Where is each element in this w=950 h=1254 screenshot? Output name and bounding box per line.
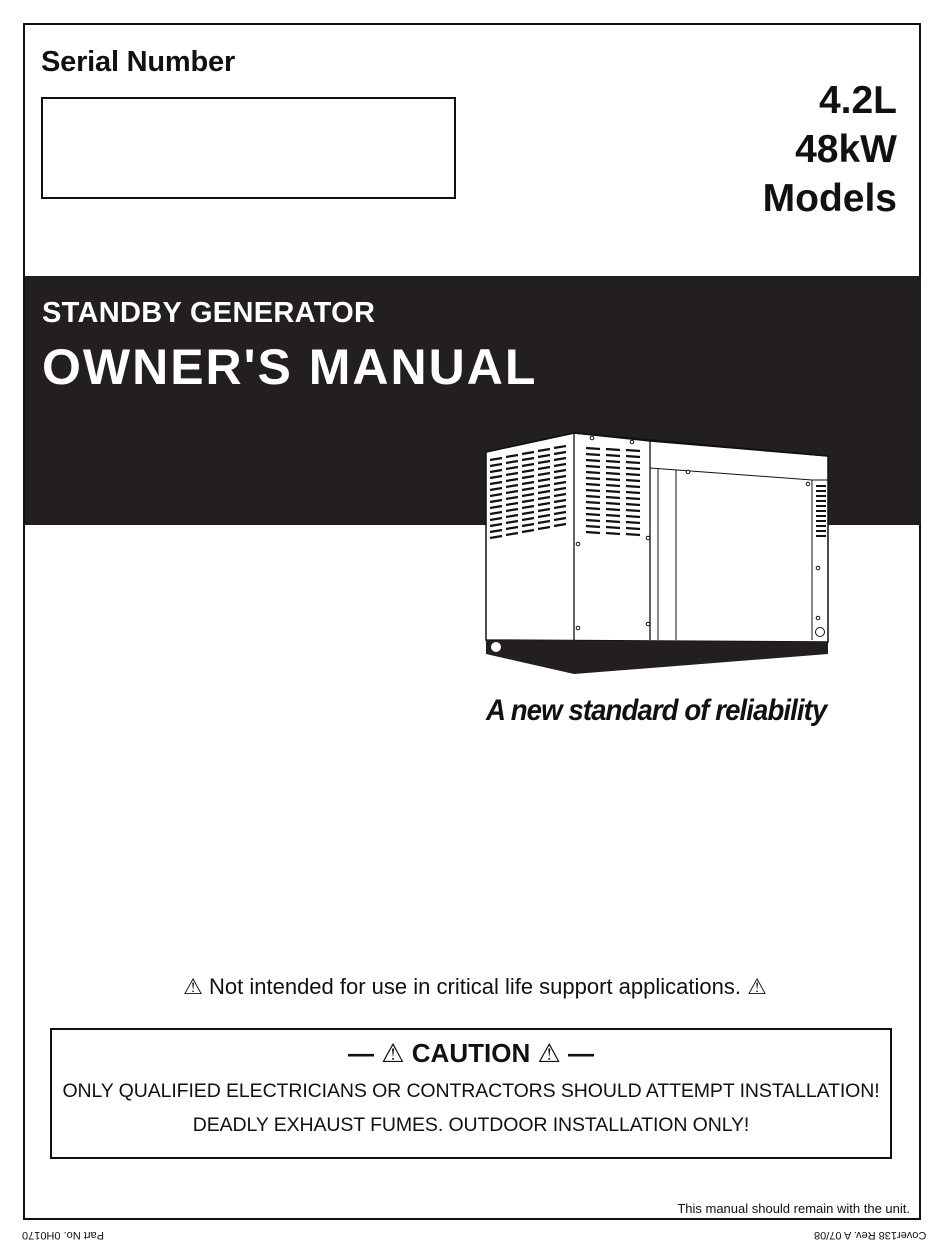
serial-number-box: [41, 97, 456, 199]
tagline: A new standard of reliability: [486, 694, 827, 727]
remain-with-unit-note: This manual should remain with the unit.: [677, 1201, 910, 1216]
dash-left: —: [348, 1038, 374, 1068]
warning-icon: ⚠: [183, 974, 203, 999]
model-engine: 4.2L: [818, 79, 897, 122]
model-power: 48kW: [795, 128, 897, 171]
warning-icon: ⚠: [747, 974, 767, 999]
banner-subtitle: STANDBY GENERATOR: [42, 297, 376, 329]
caution-title: CAUTION: [411, 1038, 531, 1068]
notice-text: Not intended for use in critical life support applications.: [209, 974, 741, 999]
banner-title: OWNER'S MANUAL: [42, 339, 538, 395]
life-support-notice: [0, 974, 950, 1000]
caution-heading: [52, 1038, 890, 1069]
dash-right: —: [568, 1038, 594, 1068]
warning-icon: ⚠: [381, 1038, 405, 1068]
warning-icon: ⚠: [537, 1038, 561, 1068]
caution-line-installation: ONLY QUALIFIED ELECTRICIANS OR CONTRACTORS SHOULD ATTEMPT INSTALLATION!: [62, 1080, 880, 1102]
serial-number-label: Serial Number: [41, 46, 236, 78]
model-label: Models: [762, 177, 897, 220]
caution-line-exhaust: DEADLY EXHAUST FUMES. OUTDOOR INSTALLATION ONLY!: [192, 1114, 750, 1136]
caution-box: [50, 1028, 892, 1159]
part-number: Part No. 0H0170: [22, 1229, 104, 1241]
models-block: [763, 76, 897, 223]
cover-code: Cover138 Rev. A 07/08: [813, 1229, 926, 1241]
generator-illustration: [482, 428, 834, 678]
